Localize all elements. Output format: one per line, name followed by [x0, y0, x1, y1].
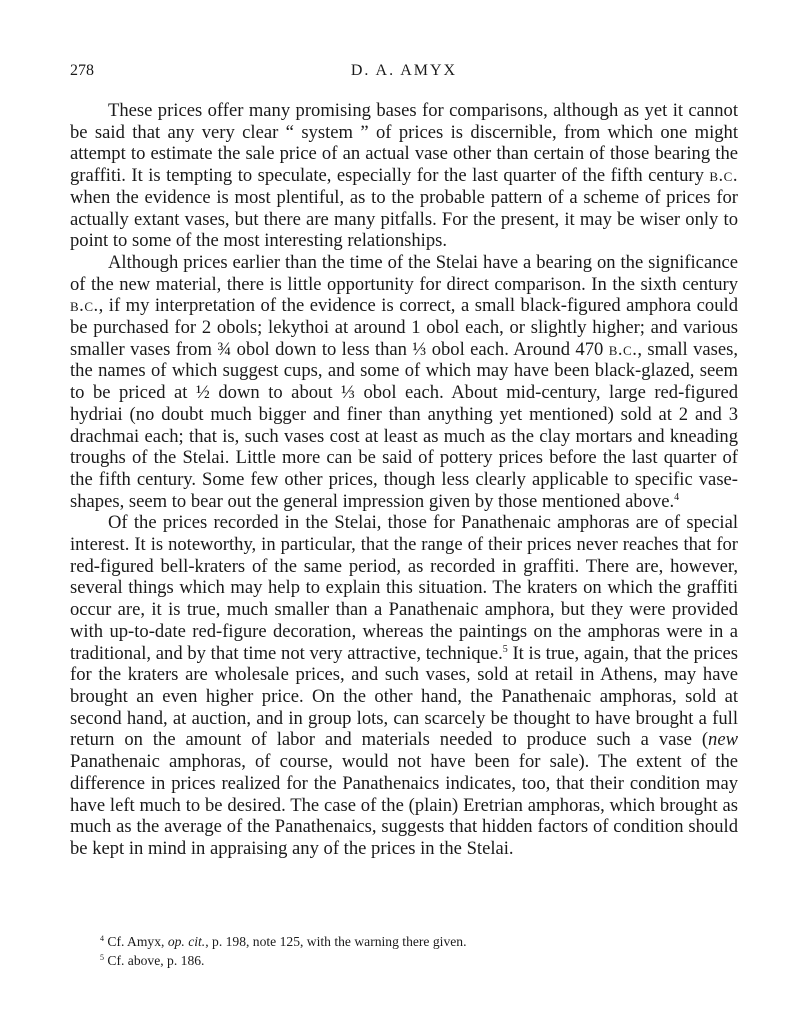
text-run: , p. 198, note 125, with the warning there given.: [205, 934, 467, 949]
footnote: [70, 933, 738, 952]
running-head-author: D. A. AMYX: [350, 62, 458, 79]
emphasis: op. cit.: [167, 934, 206, 949]
text-run: Cf. Amyx,: [107, 934, 168, 949]
paragraph: [70, 252, 738, 512]
text-run: , if my interpretation of the evidence is correct, a small black-figured amphora could be purchased for 2 obols; lekythoi at around 1 obol each, or slightly higher; and various smaller vases from ¾ obol down to less than ⅓ obol each. Around 470: [70, 295, 738, 360]
page-header: [70, 62, 738, 86]
text-run: Of the prices recorded in the Stelai, those for Panathenaic amphoras are of special interest. It is noteworthy, in particular, that the range of their prices never reaches that for red-figured bell-kraters of the same period, as recorded in graffiti. There are, however, several things which may help to explain this situation. The kraters on which the graffiti occur are, it is true, much smaller than a Panathenaic amphora, but they were provided with up-to-date red-figure decoration, whereas the paintings on the amphoras were in a traditional, and by that time not very attractive, technique.: [70, 512, 738, 664]
text-run: when the evidence is most plentiful, as to the probable pattern of a scheme of prices for actually extant vases, but there are many pitfalls. For the present, it may be wiser only to point to some of the most interesting relationships.: [70, 186, 738, 252]
footnotes: [70, 933, 738, 970]
footnote-number: 4: [100, 934, 104, 943]
page-number: 278: [70, 62, 94, 79]
footnote-number: 5: [100, 952, 104, 962]
text-run: Cf. above, p. 186.: [107, 952, 205, 968]
paragraph: [70, 512, 738, 859]
footnote-marker: 4: [674, 491, 680, 503]
text-run: It is true, again, that the prices for the kraters are wholesale prices, and such vases, sold at retail in Athens, may have brought an even higher price. On the other hand, the Panathenaic amphoras, sold at second hand, at auction, and in group lots, can scarcely be thought to have brought a full return on the amount of labor and materials needed to produce such a vase (: [70, 642, 738, 751]
era-abbreviation: b.c.: [608, 338, 638, 360]
body-text: [70, 100, 738, 860]
era-abbreviation: b.c.: [70, 295, 99, 317]
text-run: Panathenaic amphoras, of course, would not have been for sale). The extent of the difference in prices realized for the Panathenaics indicates, too, that their condition may have left much to be desired. The case of the (plain) Eretrian amphoras, which brought as much as the average of the Panathenaics, suggests that hidden factors of condition should be kept in mind in appraising any of the prices in the Stelai.: [70, 751, 738, 859]
emphasis: new: [708, 729, 738, 751]
text-run: Although prices earlier than the time of the Stelai have a bearing on the significance of the new material, there is little opportunity for direct comparison. In the sixth century: [70, 251, 738, 295]
footnote-marker: 5: [502, 643, 508, 655]
era-abbreviation: b.c.: [709, 165, 738, 187]
text-run: , small vases, the names of which suggest cups, and some of which may have been black-glazed, seem to be priced at ½ down to about ⅓ obol each. About mid-century, large red-figured hydriai (no doubt much bigger and finer than anything yet mentioned) sold at 2 and 3 drachmai each; that is, such vases cost at least as much as the clay mortars and kneading troughs of the Stelai. Little more can be said of pottery prices before the last quarter of the fifth century. Some few other prices, though less clearly applicable to specific vase-shapes, seem to bear out the general impression given by those mentioned above.: [70, 338, 738, 512]
paragraph: [70, 100, 738, 252]
text-run: These prices offer many promising bases for comparisons, although as yet it cannot be said that any very clear “ system ” of prices is discernible, from which one might attempt to estimate the sale price of an actual vase other than certain of those bearing the graffiti. It is tempting to speculate, especially for the last quarter of the fifth century: [70, 100, 738, 187]
footnote: [70, 952, 738, 971]
